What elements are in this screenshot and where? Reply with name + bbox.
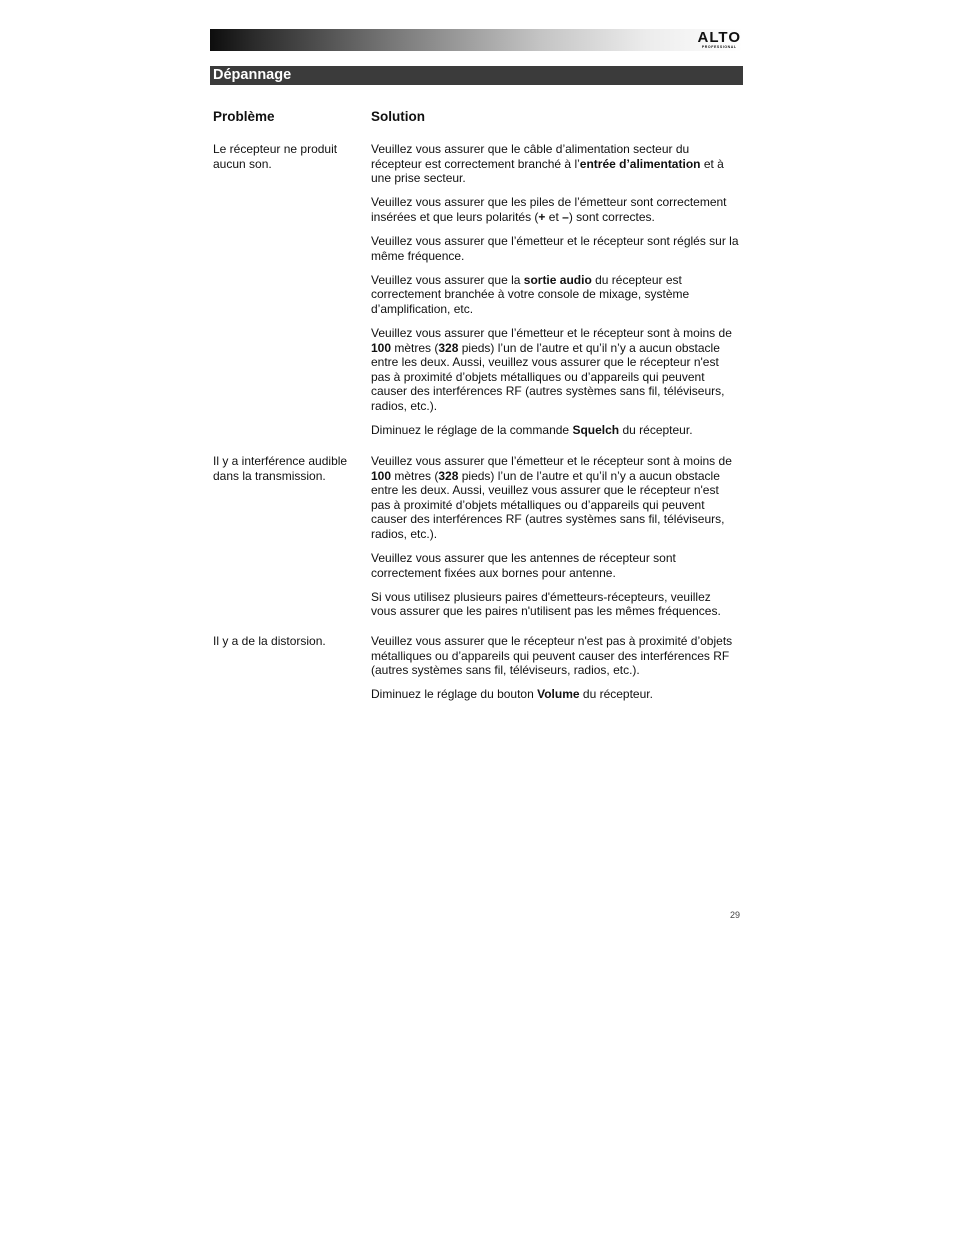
solution-list — [371, 454, 739, 628]
solution-text: du récepteur. — [619, 423, 693, 437]
brand-name: ALTO — [697, 29, 741, 46]
solution-paragraph — [371, 687, 739, 702]
header-gradient-bar — [210, 29, 743, 51]
solution-paragraph — [371, 590, 739, 619]
solution-text: Veuillez vous assurer que les antennes de récepteur sont correctement fixées aux bornes pour antenne. — [371, 551, 676, 580]
solution-emphasis: 100 — [371, 340, 392, 355]
solution-emphasis: sortie audio — [523, 272, 592, 287]
solution-emphasis: 328 — [438, 340, 459, 355]
solution-emphasis: Volume — [537, 687, 580, 702]
section-title-bar — [210, 66, 743, 85]
column-header-solution: Solution — [371, 109, 425, 124]
brand-logo — [698, 31, 741, 50]
page-number: 29 — [730, 910, 741, 920]
brand-subtitle: PROFESSIONAL — [701, 45, 737, 49]
solution-list — [371, 142, 739, 447]
section-title: Dépannage — [213, 67, 292, 83]
solution-emphasis: + — [538, 209, 546, 224]
solution-text: du récepteur. — [579, 687, 653, 702]
solution-text: du récepteur est correctement branchée à votre console de mixage, système d’amplification, etc. — [371, 272, 690, 316]
solution-paragraph — [371, 234, 739, 263]
solution-text: mètres ( — [391, 468, 439, 483]
solution-text: Veuillez vous assurer que la — [371, 272, 524, 287]
solution-text: Veuillez vous assurer que l’émetteur et le récepteur sont à moins de — [371, 454, 732, 468]
solution-paragraph — [371, 423, 739, 438]
solution-list — [371, 634, 739, 711]
solution-paragraph — [371, 454, 739, 542]
problem-text: Le récepteur ne produit aucun son. — [213, 142, 338, 171]
solution-text: Veuillez vous assurer que les piles de l’émetteur sont correctement insérées et que leurs polarités ( — [371, 195, 727, 224]
solution-emphasis: entrée d’alimentation — [579, 156, 701, 171]
solution-text: et — [545, 209, 563, 224]
solution-text: Veuillez vous assurer que l’émetteur et le récepteur sont réglés sur la même fréquence. — [371, 233, 739, 263]
solution-paragraph — [371, 195, 739, 224]
solution-paragraph — [371, 326, 739, 414]
solution-text: mètres ( — [391, 340, 439, 355]
solution-text: pieds) l’un de l’autre et qu’il n’y a aucun obstacle entre les deux. Aussi, veuillez vous assurer que le récepteur n'est pas à proximité d’objets métalliques ou d’appareils qui peuvent causer des interférences RF (autres systèmes sans fil, téléviseurs, radios, etc.). — [371, 468, 725, 541]
solution-text: Veuillez vous assurer que l’émetteur et le récepteur sont à moins de — [371, 325, 732, 340]
problem-text: Il y a interférence audible dans la transmission. — [213, 454, 348, 483]
solution-paragraph — [371, 273, 739, 317]
solution-text: pieds) l’un de l’autre et qu’il n’y a aucun obstacle entre les deux. Aussi, veuillez vous assurer que le récepteur n'est pas à proximité d’objets métalliques ou d’appareils qui peuvent causer des interférences RF (autres systèmes sans fil, téléviseurs, radios, etc.). — [371, 340, 725, 413]
solution-text: Diminuez le réglage du bouton — [371, 687, 538, 702]
solution-paragraph — [371, 634, 739, 678]
solution-text: ) sont correctes. — [568, 209, 655, 224]
solution-text: Veuillez vous assurer que le câble d’alimentation secteur du récepteur est correctement branché à l’ — [371, 142, 690, 171]
problem-text: Il y a de la distorsion. — [213, 634, 326, 648]
solution-paragraph — [371, 142, 739, 186]
solution-text: Veuillez vous assurer que le récepteur n'est pas à proximité d’objets métalliques ou d’appareils qui peuvent causer des interférences RF (autres systèmes sans fil, téléviseurs, radios, etc.). — [371, 634, 733, 678]
solution-paragraph — [371, 551, 739, 580]
solution-text: Si vous utilisez plusieurs paires d'émetteurs-récepteurs, veuillez vous assurer que les paires n'utilisent pas les mêmes fréquences. — [371, 589, 721, 619]
solution-text: et à une prise secteur. — [371, 156, 724, 186]
solution-emphasis: – — [562, 209, 569, 224]
solution-text: Diminuez le réglage de la commande — [371, 423, 573, 437]
solution-emphasis: 328 — [438, 468, 459, 483]
solution-emphasis: 100 — [371, 468, 392, 483]
solution-emphasis: Squelch — [572, 423, 620, 437]
column-header-problem: Problème — [213, 109, 275, 124]
